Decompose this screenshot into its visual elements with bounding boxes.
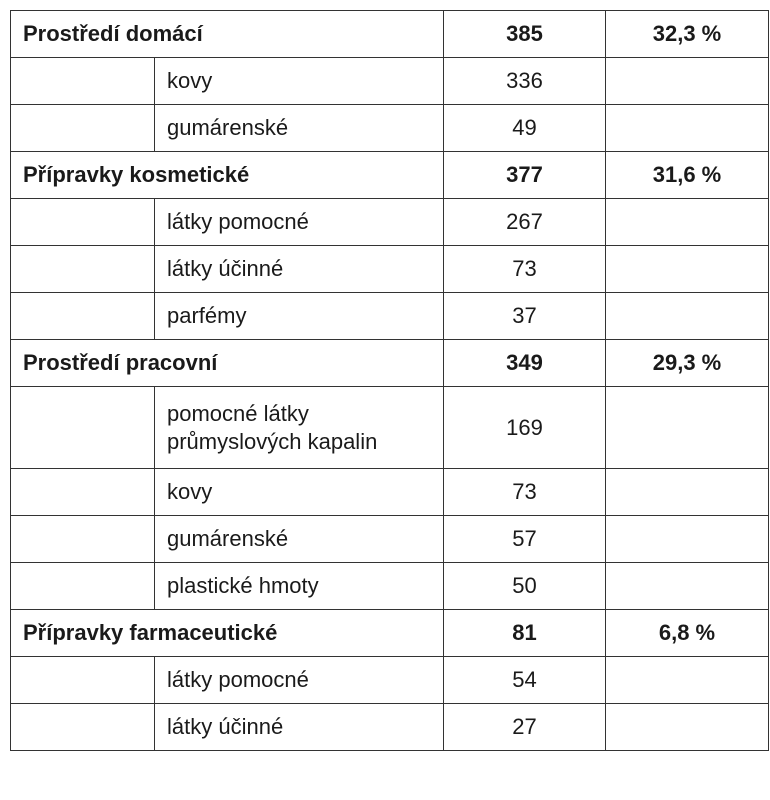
subcategory-label: gumárenské xyxy=(155,105,444,152)
subcategory-count: 336 xyxy=(444,58,606,105)
category-label: Přípravky kosmetické xyxy=(11,152,444,199)
category-percent: 32,3 % xyxy=(606,11,769,58)
category-row xyxy=(11,340,769,387)
indent-cell xyxy=(11,563,155,610)
category-row xyxy=(11,11,769,58)
subcategory-count: 169 xyxy=(444,387,606,469)
subcategory-label: kovy xyxy=(155,469,444,516)
indent-cell xyxy=(11,293,155,340)
subcategory-row xyxy=(11,469,769,516)
table-body xyxy=(11,11,769,751)
indent-cell xyxy=(11,246,155,293)
subcategory-label: látky účinné xyxy=(155,246,444,293)
subcategory-label: gumárenské xyxy=(155,516,444,563)
category-label: Přípravky farmaceutické xyxy=(11,610,444,657)
subcategory-row xyxy=(11,657,769,704)
category-label: Prostředí domácí xyxy=(11,11,444,58)
category-count: 349 xyxy=(444,340,606,387)
empty-percent-cell xyxy=(606,387,769,469)
category-count: 81 xyxy=(444,610,606,657)
subcategory-count: 37 xyxy=(444,293,606,340)
subcategory-count: 267 xyxy=(444,199,606,246)
empty-percent-cell xyxy=(606,704,769,751)
subcategory-count: 57 xyxy=(444,516,606,563)
subcategory-label: parfémy xyxy=(155,293,444,340)
subcategory-count: 49 xyxy=(444,105,606,152)
subcategory-label: látky účinné xyxy=(155,704,444,751)
category-row xyxy=(11,152,769,199)
subcategory-label: kovy xyxy=(155,58,444,105)
indent-cell xyxy=(11,516,155,563)
empty-percent-cell xyxy=(606,293,769,340)
subcategory-count: 54 xyxy=(444,657,606,704)
subcategory-count: 27 xyxy=(444,704,606,751)
subcategory-label: pomocné látky průmyslových kapalin xyxy=(155,387,444,469)
allergen-table xyxy=(10,10,769,751)
empty-percent-cell xyxy=(606,563,769,610)
category-count: 385 xyxy=(444,11,606,58)
subcategory-row xyxy=(11,105,769,152)
subcategory-label: látky pomocné xyxy=(155,657,444,704)
category-row xyxy=(11,610,769,657)
empty-percent-cell xyxy=(606,58,769,105)
category-label: Prostředí pracovní xyxy=(11,340,444,387)
subcategory-label: plastické hmoty xyxy=(155,563,444,610)
empty-percent-cell xyxy=(606,516,769,563)
subcategory-row xyxy=(11,704,769,751)
category-percent: 29,3 % xyxy=(606,340,769,387)
category-percent: 6,8 % xyxy=(606,610,769,657)
subcategory-row xyxy=(11,199,769,246)
subcategory-row xyxy=(11,58,769,105)
category-percent: 31,6 % xyxy=(606,152,769,199)
indent-cell xyxy=(11,58,155,105)
empty-percent-cell xyxy=(606,469,769,516)
indent-cell xyxy=(11,199,155,246)
subcategory-row xyxy=(11,246,769,293)
subcategory-row xyxy=(11,563,769,610)
indent-cell xyxy=(11,657,155,704)
empty-percent-cell xyxy=(606,199,769,246)
subcategory-count: 50 xyxy=(444,563,606,610)
subcategory-count: 73 xyxy=(444,246,606,293)
subcategory-label: látky pomocné xyxy=(155,199,444,246)
subcategory-row xyxy=(11,516,769,563)
indent-cell xyxy=(11,469,155,516)
data-table-container xyxy=(10,10,769,751)
subcategory-count: 73 xyxy=(444,469,606,516)
subcategory-row xyxy=(11,387,769,469)
empty-percent-cell xyxy=(606,246,769,293)
category-count: 377 xyxy=(444,152,606,199)
indent-cell xyxy=(11,387,155,469)
subcategory-row xyxy=(11,293,769,340)
empty-percent-cell xyxy=(606,657,769,704)
indent-cell xyxy=(11,105,155,152)
indent-cell xyxy=(11,704,155,751)
empty-percent-cell xyxy=(606,105,769,152)
